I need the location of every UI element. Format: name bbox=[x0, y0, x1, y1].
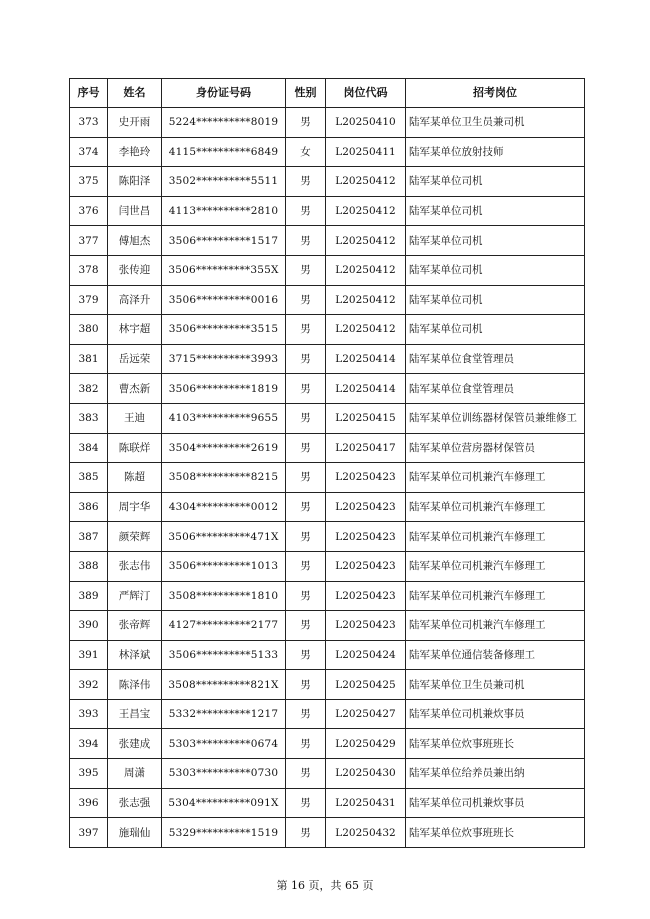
cell-id-card: 5303**********0730 bbox=[162, 759, 286, 789]
cell-gender: 男 bbox=[286, 611, 326, 641]
page-number-footer: 第 16 页，共 65 页 bbox=[276, 879, 374, 892]
cell-name: 周潇 bbox=[108, 759, 162, 789]
cell-name: 张传迎 bbox=[108, 255, 162, 285]
cell-gender: 男 bbox=[286, 759, 326, 789]
table-row bbox=[70, 463, 585, 493]
table-row bbox=[70, 611, 585, 641]
cell-gender: 男 bbox=[286, 551, 326, 581]
cell-gender: 男 bbox=[286, 433, 326, 463]
cell-name: 陈超 bbox=[108, 463, 162, 493]
cell-post: 陆军某单位司机 bbox=[406, 226, 585, 256]
cell-id-card: 5332**********1217 bbox=[162, 699, 286, 729]
table-row bbox=[70, 167, 585, 197]
table-row bbox=[70, 670, 585, 700]
table-row bbox=[70, 729, 585, 759]
cell-seq: 389 bbox=[70, 581, 108, 611]
table-row bbox=[70, 315, 585, 345]
cell-post: 陆军某单位卫生员兼司机 bbox=[406, 670, 585, 700]
cell-id-card: 3506**********0016 bbox=[162, 285, 286, 315]
table-row bbox=[70, 108, 585, 138]
cell-post-code: L20250412 bbox=[326, 167, 406, 197]
cell-name: 张志强 bbox=[108, 788, 162, 818]
header-seq: 序号 bbox=[70, 79, 108, 108]
cell-gender: 男 bbox=[286, 374, 326, 404]
cell-post: 陆军某单位通信装备修理工 bbox=[406, 640, 585, 670]
cell-gender: 男 bbox=[286, 729, 326, 759]
cell-seq: 374 bbox=[70, 137, 108, 167]
cell-name: 王迪 bbox=[108, 403, 162, 433]
cell-post: 陆军某单位给养员兼出纳 bbox=[406, 759, 585, 789]
cell-name: 李艳玲 bbox=[108, 137, 162, 167]
cell-post-code: L20250423 bbox=[326, 581, 406, 611]
cell-seq: 393 bbox=[70, 699, 108, 729]
cell-gender: 男 bbox=[286, 581, 326, 611]
cell-seq: 376 bbox=[70, 196, 108, 226]
cell-name: 张帝辉 bbox=[108, 611, 162, 641]
cell-id-card: 3506**********1013 bbox=[162, 551, 286, 581]
cell-id-card: 5304**********091X bbox=[162, 788, 286, 818]
cell-post-code: L20250429 bbox=[326, 729, 406, 759]
cell-seq: 383 bbox=[70, 403, 108, 433]
cell-id-card: 5224**********8019 bbox=[162, 108, 286, 138]
cell-post-code: L20250425 bbox=[326, 670, 406, 700]
cell-post-code: L20250423 bbox=[326, 551, 406, 581]
cell-gender: 男 bbox=[286, 818, 326, 848]
cell-id-card: 3504**********2619 bbox=[162, 433, 286, 463]
cell-name: 陈联烊 bbox=[108, 433, 162, 463]
cell-gender: 男 bbox=[286, 167, 326, 197]
table-row bbox=[70, 492, 585, 522]
cell-id-card: 5329**********1519 bbox=[162, 818, 286, 848]
cell-post-code: L20250410 bbox=[326, 108, 406, 138]
cell-name: 曹杰新 bbox=[108, 374, 162, 404]
cell-seq: 373 bbox=[70, 108, 108, 138]
cell-name: 周宇华 bbox=[108, 492, 162, 522]
cell-seq: 377 bbox=[70, 226, 108, 256]
cell-post-code: L20250424 bbox=[326, 640, 406, 670]
cell-post: 陆军某单位司机兼汽车修理工 bbox=[406, 581, 585, 611]
cell-post: 陆军某单位司机 bbox=[406, 315, 585, 345]
cell-id-card: 3502**********5511 bbox=[162, 167, 286, 197]
cell-post-code: L20250430 bbox=[326, 759, 406, 789]
candidate-table bbox=[69, 78, 585, 848]
header-id-card: 身份证号码 bbox=[162, 79, 286, 108]
cell-id-card: 4103**********9655 bbox=[162, 403, 286, 433]
cell-seq: 387 bbox=[70, 522, 108, 552]
cell-post: 陆军某单位炊事班班长 bbox=[406, 729, 585, 759]
cell-id-card: 3506**********1517 bbox=[162, 226, 286, 256]
cell-post: 陆军某单位食堂管理员 bbox=[406, 344, 585, 374]
cell-id-card: 3506**********355X bbox=[162, 255, 286, 285]
table-row bbox=[70, 759, 585, 789]
cell-post: 陆军某单位司机兼汽车修理工 bbox=[406, 463, 585, 493]
cell-name: 史开雨 bbox=[108, 108, 162, 138]
cell-seq: 378 bbox=[70, 255, 108, 285]
cell-gender: 男 bbox=[286, 492, 326, 522]
cell-name: 王昌宝 bbox=[108, 699, 162, 729]
cell-post: 陆军某单位训练器材保管员兼维修工 bbox=[406, 403, 585, 433]
cell-id-card: 3508**********821X bbox=[162, 670, 286, 700]
cell-seq: 384 bbox=[70, 433, 108, 463]
cell-post: 陆军某单位营房器材保管员 bbox=[406, 433, 585, 463]
cell-post-code: L20250432 bbox=[326, 818, 406, 848]
cell-seq: 375 bbox=[70, 167, 108, 197]
table-row bbox=[70, 699, 585, 729]
cell-post-code: L20250412 bbox=[326, 315, 406, 345]
cell-gender: 男 bbox=[286, 640, 326, 670]
cell-post: 陆军某单位司机兼汽车修理工 bbox=[406, 492, 585, 522]
table-row bbox=[70, 403, 585, 433]
cell-post: 陆军某单位司机 bbox=[406, 285, 585, 315]
cell-post: 陆军某单位司机兼炊事员 bbox=[406, 699, 585, 729]
table-row bbox=[70, 788, 585, 818]
cell-seq: 382 bbox=[70, 374, 108, 404]
cell-post-code: L20250414 bbox=[326, 344, 406, 374]
table-body bbox=[70, 108, 585, 848]
cell-seq: 390 bbox=[70, 611, 108, 641]
table-row bbox=[70, 551, 585, 581]
cell-id-card: 4115**********6849 bbox=[162, 137, 286, 167]
cell-gender: 男 bbox=[286, 196, 326, 226]
cell-name: 傅旭杰 bbox=[108, 226, 162, 256]
cell-post-code: L20250412 bbox=[326, 226, 406, 256]
table-row bbox=[70, 285, 585, 315]
cell-id-card: 3715**********3993 bbox=[162, 344, 286, 374]
cell-post: 陆军某单位司机兼汽车修理工 bbox=[406, 611, 585, 641]
cell-post-code: L20250417 bbox=[326, 433, 406, 463]
cell-seq: 385 bbox=[70, 463, 108, 493]
table-row bbox=[70, 196, 585, 226]
cell-post-code: L20250414 bbox=[326, 374, 406, 404]
cell-id-card: 5303**********0674 bbox=[162, 729, 286, 759]
cell-post: 陆军某单位司机 bbox=[406, 196, 585, 226]
table-row bbox=[70, 522, 585, 552]
cell-seq: 392 bbox=[70, 670, 108, 700]
cell-post-code: L20250423 bbox=[326, 611, 406, 641]
header-gender: 性别 bbox=[286, 79, 326, 108]
table-row bbox=[70, 433, 585, 463]
cell-name: 严辉汀 bbox=[108, 581, 162, 611]
cell-post-code: L20250427 bbox=[326, 699, 406, 729]
cell-name: 岳远荣 bbox=[108, 344, 162, 374]
cell-post-code: L20250431 bbox=[326, 788, 406, 818]
table-row bbox=[70, 581, 585, 611]
cell-seq: 379 bbox=[70, 285, 108, 315]
header-post-code: 岗位代码 bbox=[326, 79, 406, 108]
cell-id-card: 4113**********2810 bbox=[162, 196, 286, 226]
cell-name: 陈泽伟 bbox=[108, 670, 162, 700]
cell-id-card: 3508**********1810 bbox=[162, 581, 286, 611]
cell-gender: 男 bbox=[286, 285, 326, 315]
cell-gender: 男 bbox=[286, 522, 326, 552]
header-name: 姓名 bbox=[108, 79, 162, 108]
cell-name: 张志伟 bbox=[108, 551, 162, 581]
cell-seq: 386 bbox=[70, 492, 108, 522]
cell-post: 陆军某单位卫生员兼司机 bbox=[406, 108, 585, 138]
cell-post: 陆军某单位司机 bbox=[406, 167, 585, 197]
cell-name: 林宇超 bbox=[108, 315, 162, 345]
cell-post-code: L20250411 bbox=[326, 137, 406, 167]
cell-name: 颜荣辉 bbox=[108, 522, 162, 552]
cell-gender: 男 bbox=[286, 108, 326, 138]
cell-name: 闫世昌 bbox=[108, 196, 162, 226]
cell-post: 陆军某单位司机兼汽车修理工 bbox=[406, 551, 585, 581]
cell-id-card: 3506**********1819 bbox=[162, 374, 286, 404]
cell-post-code: L20250423 bbox=[326, 492, 406, 522]
cell-id-card: 3506**********471X bbox=[162, 522, 286, 552]
cell-seq: 395 bbox=[70, 759, 108, 789]
cell-id-card: 4304**********0012 bbox=[162, 492, 286, 522]
table-row bbox=[70, 640, 585, 670]
cell-post-code: L20250412 bbox=[326, 196, 406, 226]
cell-gender: 男 bbox=[286, 403, 326, 433]
cell-gender: 男 bbox=[286, 344, 326, 374]
table-row bbox=[70, 818, 585, 848]
cell-post-code: L20250412 bbox=[326, 285, 406, 315]
cell-name: 张建成 bbox=[108, 729, 162, 759]
table-row bbox=[70, 255, 585, 285]
cell-gender: 男 bbox=[286, 788, 326, 818]
cell-seq: 388 bbox=[70, 551, 108, 581]
cell-post: 陆军某单位食堂管理员 bbox=[406, 374, 585, 404]
cell-post-code: L20250415 bbox=[326, 403, 406, 433]
cell-post: 陆军某单位司机 bbox=[406, 255, 585, 285]
cell-gender: 男 bbox=[286, 226, 326, 256]
cell-seq: 381 bbox=[70, 344, 108, 374]
cell-id-card: 3506**********5133 bbox=[162, 640, 286, 670]
header-post: 招考岗位 bbox=[406, 79, 585, 108]
cell-seq: 397 bbox=[70, 818, 108, 848]
table-row bbox=[70, 137, 585, 167]
table-header-row bbox=[70, 79, 585, 108]
cell-post: 陆军某单位司机兼汽车修理工 bbox=[406, 522, 585, 552]
cell-name: 施瑞仙 bbox=[108, 818, 162, 848]
cell-seq: 380 bbox=[70, 315, 108, 345]
cell-seq: 394 bbox=[70, 729, 108, 759]
cell-post-code: L20250412 bbox=[326, 255, 406, 285]
cell-id-card: 3506**********3515 bbox=[162, 315, 286, 345]
cell-post: 陆军某单位放射技师 bbox=[406, 137, 585, 167]
table-row bbox=[70, 374, 585, 404]
cell-name: 高泽升 bbox=[108, 285, 162, 315]
cell-gender: 男 bbox=[286, 315, 326, 345]
cell-seq: 391 bbox=[70, 640, 108, 670]
cell-post-code: L20250423 bbox=[326, 463, 406, 493]
cell-seq: 396 bbox=[70, 788, 108, 818]
cell-name: 林泽斌 bbox=[108, 640, 162, 670]
cell-gender: 男 bbox=[286, 255, 326, 285]
cell-gender: 男 bbox=[286, 463, 326, 493]
cell-post-code: L20250423 bbox=[326, 522, 406, 552]
cell-id-card: 3508**********8215 bbox=[162, 463, 286, 493]
table-row bbox=[70, 344, 585, 374]
cell-name: 陈阳泽 bbox=[108, 167, 162, 197]
cell-gender: 男 bbox=[286, 670, 326, 700]
cell-post: 陆军某单位炊事班班长 bbox=[406, 818, 585, 848]
cell-gender: 女 bbox=[286, 137, 326, 167]
table-row bbox=[70, 226, 585, 256]
cell-post: 陆军某单位司机兼炊事员 bbox=[406, 788, 585, 818]
cell-gender: 男 bbox=[286, 699, 326, 729]
cell-id-card: 4127**********2177 bbox=[162, 611, 286, 641]
